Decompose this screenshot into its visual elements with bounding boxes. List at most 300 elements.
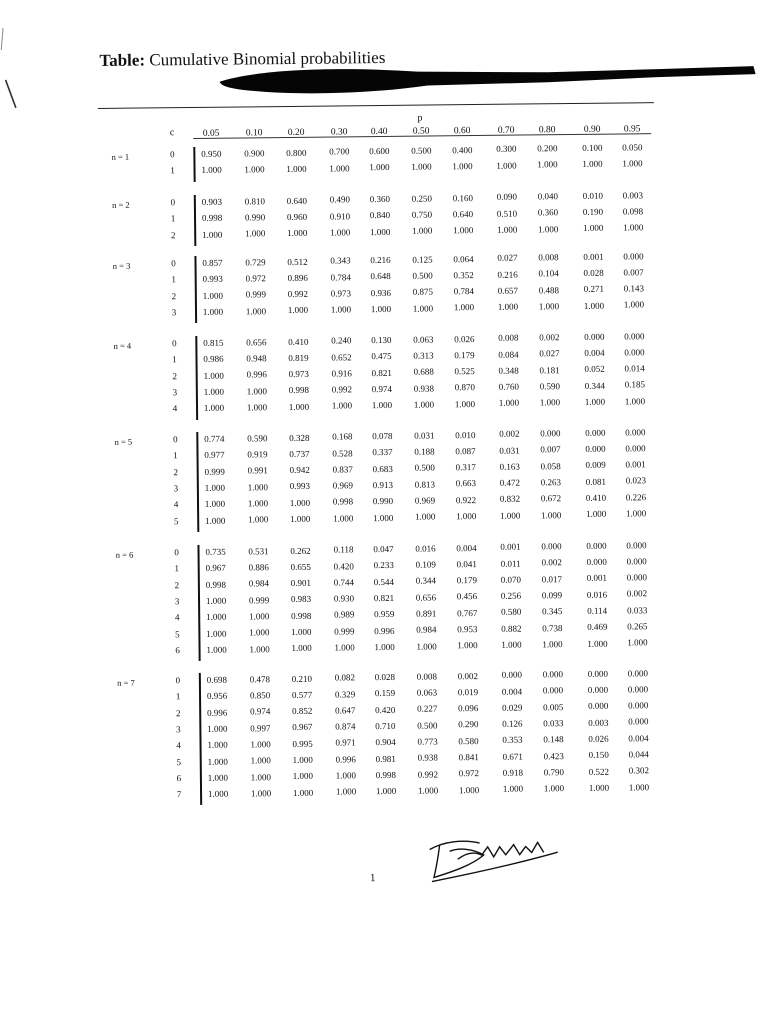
- probability-cell: 0.916: [331, 368, 352, 379]
- c-value: 1: [175, 691, 181, 702]
- probability-cell: 0.063: [416, 687, 438, 698]
- redaction-marker-stroke: [217, 60, 757, 98]
- c-value: 2: [175, 707, 181, 718]
- probability-cell: 0.790: [543, 766, 565, 778]
- probability-cell: 0.490: [329, 194, 351, 205]
- probability-cell: 0.099: [541, 590, 563, 601]
- probability-cell: 0.688: [413, 366, 434, 378]
- probability-cell: 0.348: [498, 365, 519, 376]
- probability-cell: 0.981: [375, 753, 396, 764]
- probability-cell: 0.118: [333, 544, 354, 555]
- probability-cell: 0.528: [332, 447, 353, 459]
- probability-cell: 0.227: [417, 703, 438, 715]
- probability-cell: 1.000: [250, 755, 271, 766]
- probability-cell: 1.000: [501, 639, 522, 650]
- probability-cell: 0.640: [452, 208, 474, 220]
- probability-cell: 0.313: [413, 350, 434, 361]
- probability-cell: 0.000: [542, 669, 564, 680]
- n-label: n = 3: [112, 260, 131, 271]
- probability-cell: 1.000: [496, 224, 518, 235]
- probability-cell: 1.000: [622, 158, 643, 169]
- probability-cell: 0.901: [290, 577, 312, 589]
- probability-cell: 0.922: [455, 494, 477, 505]
- probability-cell: 0.656: [246, 336, 267, 348]
- probability-cell: 0.420: [375, 704, 396, 715]
- probability-cell: 0.000: [627, 684, 649, 695]
- probability-cell: 0.999: [334, 626, 355, 637]
- probability-cell: 0.996: [335, 754, 356, 765]
- probability-cell: 0.000: [626, 556, 647, 567]
- probability-cell: 0.647: [335, 705, 356, 716]
- probability-cell: 0.819: [288, 352, 309, 363]
- probability-cell: 0.050: [622, 141, 643, 152]
- probability-cell: 1.000: [416, 641, 437, 652]
- n-label: n = 1: [111, 151, 130, 162]
- probability-cell: 0.008: [538, 252, 559, 263]
- probability-cell: 0.001: [583, 251, 604, 262]
- probability-cell: 0.226: [625, 491, 647, 503]
- probability-cell: 0.098: [622, 206, 644, 217]
- probability-cell: 1.000: [248, 514, 269, 525]
- probability-cell: 0.011: [500, 558, 521, 569]
- probability-cell: 0.008: [498, 332, 519, 344]
- probability-cell: 0.998: [288, 385, 310, 396]
- probability-cell: 0.148: [543, 734, 564, 745]
- probability-cell: 0.000: [626, 572, 648, 583]
- probability-cell: 1.000: [335, 770, 357, 781]
- probability-cell: 0.290: [458, 719, 479, 730]
- probability-cell: 0.090: [496, 191, 518, 203]
- probability-cell: 1.000: [206, 644, 227, 655]
- probability-cell: 0.998: [201, 212, 223, 224]
- probability-cell: 0.302: [628, 765, 650, 776]
- probability-cell: 0.360: [369, 193, 391, 205]
- probability-cell: 0.240: [331, 335, 352, 346]
- title-text: Cumulative Binomial probabilities: [144, 47, 386, 70]
- probability-cell: 0.997: [250, 722, 271, 734]
- probability-cell: 0.000: [541, 541, 562, 552]
- probability-cell: 0.990: [244, 212, 266, 223]
- c-value: 6: [176, 772, 182, 783]
- probability-cell: 0.640: [286, 195, 308, 206]
- probability-cell: 0.216: [497, 269, 518, 280]
- p-header: 0.80: [538, 125, 556, 136]
- probability-cell: 0.026: [454, 333, 475, 344]
- probability-cell: 0.832: [499, 494, 521, 505]
- c-value: 0: [173, 434, 178, 445]
- probability-cell: 0.041: [456, 558, 477, 570]
- probability-cell: 0.525: [454, 366, 475, 377]
- probability-cell: 0.857: [202, 257, 223, 268]
- probability-cell: 0.000: [587, 668, 609, 679]
- probability-cell: 0.821: [371, 367, 392, 378]
- probability-cell: 0.882: [501, 623, 522, 634]
- probability-cell: 0.002: [457, 670, 479, 681]
- probability-cell: 0.200: [537, 143, 558, 154]
- c-value: 5: [173, 515, 179, 526]
- probability-cell: 0.960: [286, 211, 308, 222]
- probability-cell: 0.936: [370, 287, 392, 298]
- probability-cell: 1.000: [203, 370, 224, 381]
- probability-cell: 0.967: [205, 562, 226, 574]
- probability-cell: 1.000: [370, 226, 391, 237]
- probability-cell: 0.420: [333, 560, 354, 572]
- probability-cell: 0.033: [543, 718, 564, 729]
- probability-cell: 0.870: [454, 382, 476, 393]
- c-value: 3: [173, 483, 179, 494]
- probability-cell: 1.000: [497, 301, 519, 312]
- probability-cell: 0.143: [623, 283, 644, 294]
- probability-cell: 1.000: [205, 595, 227, 606]
- probability-cell: 0.150: [588, 749, 609, 761]
- probability-cell: 0.956: [206, 690, 228, 702]
- probability-cell: 0.352: [453, 269, 474, 281]
- table-top-rule: [98, 102, 654, 109]
- c-value: 3: [171, 307, 177, 318]
- c-value: 4: [174, 612, 180, 623]
- probability-cell: 1.000: [542, 638, 563, 650]
- probability-cell: 0.930: [333, 593, 355, 604]
- probability-cell: 0.729: [245, 256, 266, 268]
- probability-cell: 0.648: [370, 271, 391, 282]
- probability-cell: 1.000: [291, 626, 312, 637]
- probability-cell: 0.942: [289, 464, 310, 476]
- probability-cell: 0.028: [583, 267, 604, 278]
- probability-cell: 0.710: [375, 720, 396, 731]
- probability-cell: 1.000: [412, 303, 434, 314]
- probability-cell: 0.735: [205, 546, 226, 557]
- probability-cell: 0.360: [537, 207, 559, 218]
- probability-cell: 0.510: [496, 208, 518, 219]
- probability-cell: 1.000: [498, 398, 520, 409]
- probability-cell: 0.992: [287, 288, 309, 300]
- probability-cell: 0.029: [502, 702, 523, 713]
- probability-cell: 0.084: [498, 349, 519, 360]
- probability-cell: 0.991: [247, 465, 268, 476]
- probability-cell: 0.580: [501, 607, 522, 618]
- probability-cell: 0.033: [626, 604, 648, 616]
- p-header: 0.50: [412, 126, 430, 137]
- probability-cell: 0.096: [458, 703, 479, 714]
- page-number: 1: [369, 872, 376, 885]
- probability-cell: 0.784: [453, 286, 474, 297]
- c-value: 1: [170, 165, 175, 176]
- probability-cell: 0.000: [585, 427, 606, 438]
- probability-cell: 0.800: [286, 147, 307, 158]
- probability-cell: 1.000: [245, 228, 266, 239]
- probability-cell: 1.000: [246, 385, 268, 397]
- probability-cell: 0.114: [587, 605, 608, 616]
- p-axis-label: p: [417, 112, 423, 124]
- probability-cell: 0.738: [542, 622, 563, 633]
- probability-cell: 1.000: [411, 161, 432, 172]
- probability-cell: 0.001: [625, 459, 646, 470]
- probability-cell: 0.027: [497, 252, 518, 264]
- probability-cell: 1.000: [289, 497, 311, 508]
- probability-cell: 1.000: [249, 643, 270, 654]
- probability-cell: 0.993: [202, 273, 223, 285]
- probability-cell: 1.000: [582, 158, 603, 169]
- probability-cell: 1.000: [453, 302, 475, 313]
- probability-cell: 0.016: [415, 543, 436, 554]
- p-header: 0.05: [202, 128, 220, 139]
- probability-cell: 0.891: [416, 608, 437, 619]
- probability-cell: 0.773: [417, 736, 438, 747]
- p-header: 0.20: [287, 127, 305, 138]
- probability-cell: 0.081: [585, 476, 606, 487]
- probability-cell: 1.000: [288, 401, 310, 412]
- probability-cell: 0.179: [454, 349, 475, 361]
- probability-cell: 0.031: [499, 445, 520, 456]
- probability-cell: 1.000: [333, 513, 354, 524]
- probability-cell: 0.656: [415, 592, 437, 603]
- probability-cell: 0.019: [457, 686, 479, 698]
- probability-cell: 1.000: [540, 509, 562, 520]
- probability-cell: 1.000: [206, 611, 227, 623]
- probability-cell: 1.000: [373, 512, 394, 523]
- probability-cell: 0.210: [291, 673, 313, 684]
- probability-cell: 0.990: [372, 496, 394, 507]
- probability-cell: 0.478: [249, 673, 271, 685]
- probability-cell: 0.004: [456, 542, 477, 553]
- c-value: 0: [175, 675, 181, 686]
- c-value: 2: [172, 370, 177, 381]
- probability-cell: 1.000: [499, 510, 521, 521]
- probability-cell: 0.014: [624, 363, 645, 374]
- probability-cell: 1.000: [330, 304, 352, 315]
- probability-cell: 0.998: [332, 496, 354, 507]
- probability-cell: 1.000: [496, 160, 517, 171]
- probability-cell: 0.027: [539, 348, 560, 359]
- probability-cell: 0.109: [415, 559, 436, 570]
- probability-cell: 0.999: [245, 289, 267, 300]
- probability-cell: 0.973: [330, 288, 352, 299]
- probability-cell: 0.410: [585, 492, 607, 503]
- c-value: 0: [172, 338, 177, 349]
- probability-cell: 1.000: [583, 300, 605, 311]
- probability-cell: 0.904: [375, 737, 396, 748]
- probability-cell: 1.000: [584, 396, 606, 407]
- c-value: 4: [173, 499, 179, 510]
- p-header: 0.70: [497, 125, 515, 136]
- probability-cell: 0.475: [371, 351, 392, 362]
- probability-cell: 0.918: [502, 767, 524, 778]
- probability-cell: 0.984: [248, 578, 270, 589]
- probability-cell: 0.972: [245, 273, 266, 284]
- probability-cell: 0.992: [331, 384, 353, 395]
- probability-cell: 1.000: [250, 739, 271, 750]
- probability-cell: 1.000: [329, 162, 350, 174]
- probability-cell: 0.000: [625, 426, 646, 437]
- probability-cell: 0.652: [331, 351, 352, 363]
- probability-cell: 1.000: [413, 399, 435, 410]
- probability-cell: 0.058: [540, 460, 561, 471]
- probability-cell: 0.004: [584, 347, 605, 358]
- probability-cell: 0.998: [205, 579, 227, 590]
- probability-cell: 0.262: [290, 545, 311, 556]
- probability-cell: 0.028: [374, 671, 396, 683]
- probability-cell: 1.000: [417, 785, 439, 796]
- c-value: 3: [172, 387, 178, 398]
- n-label: n = 4: [113, 340, 132, 351]
- probability-cell: 1.000: [201, 164, 222, 176]
- probability-cell: 0.700: [329, 146, 350, 157]
- probability-cell: 0.126: [502, 718, 523, 729]
- probability-cell: 0.070: [500, 574, 522, 585]
- probability-cell: 1.000: [374, 641, 395, 652]
- probability-cell: 1.000: [287, 227, 308, 239]
- probability-cell: 0.345: [541, 606, 563, 617]
- probability-cell: 0.999: [204, 466, 225, 477]
- probability-cell: 0.900: [244, 147, 265, 159]
- probability-cell: 0.500: [417, 720, 438, 731]
- n-label: n = 5: [114, 436, 133, 447]
- probability-cell: 0.063: [413, 334, 434, 345]
- probability-cell: 1.000: [628, 781, 650, 793]
- probability-cell: 0.672: [540, 493, 562, 504]
- probability-cell: 1.000: [287, 305, 309, 316]
- c-value: 2: [174, 579, 180, 590]
- probability-cell: 0.300: [496, 143, 517, 155]
- probability-cell: 0.078: [372, 430, 393, 442]
- c-value: 2: [173, 466, 178, 477]
- probability-cell: 0.810: [244, 195, 266, 207]
- handwritten-signature: [423, 824, 564, 885]
- probability-cell: 1.000: [292, 771, 314, 782]
- probability-cell: 1.000: [415, 511, 436, 522]
- probability-cell: 0.003: [588, 717, 609, 728]
- probability-cell: 1.000: [625, 508, 647, 519]
- probability-cell: 1.000: [203, 386, 225, 397]
- probability-cell: 1.000: [291, 643, 312, 654]
- c-value: 1: [170, 213, 176, 224]
- probability-cell: 0.343: [330, 255, 351, 266]
- probability-cell: 0.971: [335, 737, 356, 748]
- c-value: 0: [170, 197, 176, 208]
- probability-cell: 1.000: [375, 785, 397, 797]
- probability-cell: 0.840: [369, 210, 391, 221]
- c-value: 3: [174, 596, 180, 607]
- probability-cell: 0.190: [582, 206, 604, 217]
- c-value: 1: [172, 354, 177, 365]
- c-value: 6: [175, 644, 180, 655]
- c-value: 3: [176, 724, 181, 735]
- probability-cell: 0.522: [588, 766, 610, 777]
- probability-cell: 1.000: [585, 508, 607, 520]
- title-bold: Table:: [99, 50, 146, 70]
- probability-cell: 0.948: [246, 353, 267, 364]
- probability-cell: 0.760: [498, 381, 519, 392]
- probability-cell: 0.000: [587, 701, 609, 712]
- probability-cell: 0.000: [585, 443, 606, 454]
- probability-cell: 0.104: [538, 268, 559, 279]
- probability-cell: 0.003: [622, 189, 643, 200]
- probability-cell: 0.683: [372, 463, 393, 474]
- probability-cell: 0.969: [414, 495, 436, 506]
- probability-cell: 1.000: [330, 227, 351, 238]
- probability-cell: 0.983: [290, 594, 312, 605]
- probability-cell: 0.044: [628, 749, 649, 760]
- probability-cell: 1.000: [582, 223, 604, 234]
- probability-cell: 0.004: [501, 686, 523, 697]
- probability-cell: 0.031: [414, 430, 435, 441]
- probability-cell: 0.986: [203, 353, 224, 365]
- probability-cell: 1.000: [246, 402, 268, 413]
- probability-cell: 0.969: [332, 480, 354, 491]
- probability-cell: 0.002: [626, 588, 648, 599]
- probability-cell: 1.000: [204, 482, 226, 493]
- probability-cell: 1.000: [207, 756, 228, 767]
- probability-cell: 0.813: [414, 479, 436, 490]
- probability-cell: 1.000: [538, 301, 560, 312]
- probability-cell: 0.837: [332, 464, 353, 475]
- probability-cell: 1.000: [290, 513, 311, 524]
- probability-cell: 0.998: [291, 610, 312, 621]
- probability-cell: 0.265: [627, 621, 648, 632]
- probability-cell: 0.992: [417, 768, 439, 780]
- probability-cell: 1.000: [247, 498, 269, 509]
- probability-cell: 0.973: [288, 368, 309, 380]
- probability-cell: 1.000: [286, 163, 307, 174]
- probability-cell: 1.000: [587, 638, 608, 649]
- probability-cell: 0.974: [250, 706, 271, 717]
- probability-cell: 0.950: [201, 148, 222, 159]
- probability-cell: 1.000: [627, 637, 648, 648]
- probability-cell: 1.000: [292, 787, 314, 798]
- probability-cell: 0.000: [586, 540, 607, 551]
- probability-cell: 0.671: [502, 751, 523, 762]
- probability-cell: 0.002: [541, 557, 562, 568]
- probability-cell: 0.040: [537, 191, 559, 202]
- probability-cell: 0.874: [335, 721, 356, 732]
- probability-cell: 0.017: [541, 573, 563, 584]
- probability-cell: 0.984: [416, 624, 437, 635]
- probability-cell: 0.886: [248, 562, 269, 573]
- probability-cell: 1.000: [370, 303, 392, 315]
- probability-cell: 0.996: [374, 625, 395, 636]
- probability-cell: 0.000: [540, 428, 561, 439]
- probability-cell: 0.850: [249, 690, 271, 701]
- probability-cell: 0.875: [412, 286, 434, 298]
- probability-cell: 0.185: [624, 379, 645, 390]
- probability-cell: 0.100: [582, 142, 603, 153]
- probability-cell: 1.000: [412, 225, 433, 237]
- probability-cell: 0.400: [452, 144, 473, 155]
- probability-cell: 1.000: [502, 783, 524, 795]
- probability-cell: 0.026: [588, 733, 609, 744]
- probability-cell: 1.000: [455, 511, 477, 522]
- c-column-label: c: [169, 127, 175, 139]
- probability-cell: 1.000: [202, 229, 223, 240]
- probability-cell: 0.996: [246, 369, 267, 380]
- probability-cell: 0.233: [373, 560, 394, 571]
- probability-cell: 0.841: [458, 752, 479, 763]
- probability-cell: 0.353: [502, 734, 523, 746]
- probability-cell: 0.577: [291, 689, 313, 700]
- probability-cell: 0.750: [411, 209, 433, 220]
- p-header: 0.95: [623, 124, 641, 135]
- probability-cell: 1.000: [207, 739, 228, 751]
- probability-cell: 0.998: [375, 769, 397, 780]
- probability-cell: 1.000: [458, 784, 480, 795]
- probability-cell: 0.410: [288, 336, 309, 347]
- probability-cell: 1.000: [245, 305, 267, 317]
- probability-cell: 0.317: [455, 462, 476, 473]
- p-header: 0.10: [245, 128, 263, 139]
- probability-cell: 0.852: [292, 705, 313, 717]
- probability-cell: 1.000: [204, 498, 226, 510]
- probability-cell: 0.600: [369, 145, 390, 157]
